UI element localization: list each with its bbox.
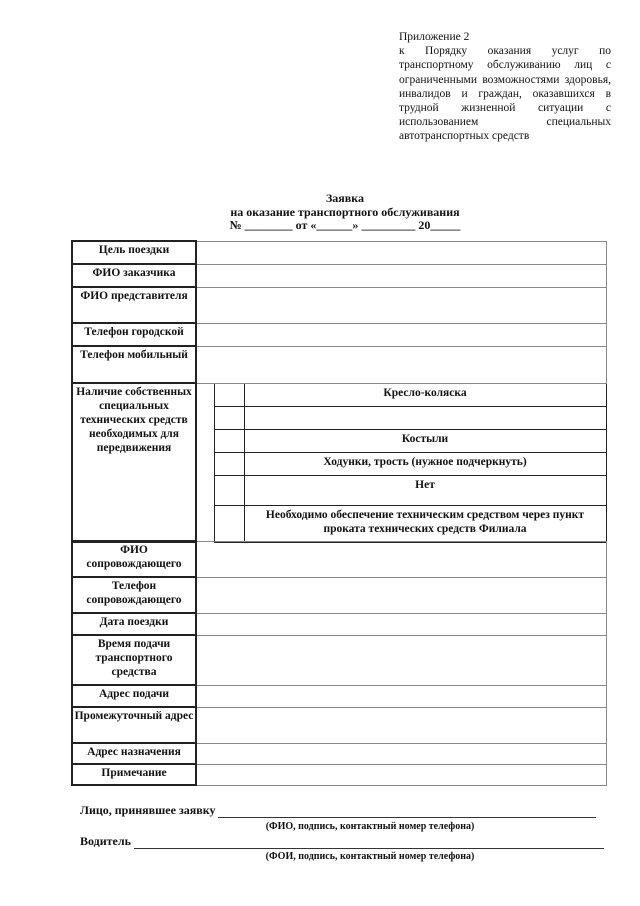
destination-address-label: Адрес назначения: [72, 743, 196, 764]
own-aids-label: Наличие собственных специальных технических средств необходимых для передвижения: [72, 383, 196, 542]
aid-crutches-label: Костыли: [244, 429, 606, 452]
aid-crutches-checkbox[interactable]: [214, 429, 244, 452]
intermediate-address-label: Промежуточный адрес: [72, 707, 196, 743]
trip-date-field[interactable]: [196, 613, 606, 635]
form-subtitle: на оказание транспортного обслуживания: [230, 204, 460, 219]
note-field[interactable]: [196, 764, 606, 785]
aid-blank-label: [244, 406, 606, 429]
destination-address-field[interactable]: [196, 743, 606, 764]
aid-blank-checkbox[interactable]: [214, 406, 244, 429]
form-number-line: № ________ от «______» _________ 20_____: [229, 218, 461, 232]
mobile-phone-field[interactable]: [196, 346, 606, 383]
escort-name-label: ФИО сопровождающего: [72, 541, 196, 577]
pickup-time-field[interactable]: [196, 635, 606, 685]
representative-name-field[interactable]: [196, 287, 606, 323]
aid-rental-checkbox[interactable]: [214, 505, 244, 542]
pickup-address-field[interactable]: [196, 685, 606, 707]
representative-name-label: ФИО представителя: [72, 287, 196, 323]
aid-wheelchair-checkbox[interactable]: [214, 383, 244, 406]
accepted-by-label: Лицо, принявшее заявку: [80, 803, 216, 817]
aid-none-label: Нет: [244, 475, 606, 505]
customer-name-field[interactable]: [196, 264, 606, 287]
pickup-time-label: Время подачи транспортного средства: [72, 635, 196, 685]
form-header: [180, 192, 510, 233]
accepted-by-signature-line[interactable]: [218, 803, 596, 818]
pickup-address-label: Адрес подачи: [72, 685, 196, 707]
appendix-body: к Порядку оказания услуг по транспортному обслуживанию лиц с ограниченными возможностями здоровья, инвалидов и граждан, оказавшихся в трудной жизненной ситуации с использованием специальных автотранспортных средств: [399, 45, 611, 143]
aid-none-checkbox[interactable]: [214, 475, 244, 505]
driver-row: [80, 834, 610, 849]
accepted-by-row: [80, 803, 610, 818]
note-label: Примечание: [72, 764, 196, 785]
aid-walker-label: Ходунки, трость (нужное подчеркнуть): [244, 452, 606, 475]
landline-phone-label: Телефон городской: [72, 323, 196, 346]
driver-label: Водитель: [80, 834, 131, 848]
aid-walker-checkbox[interactable]: [214, 452, 244, 475]
trip-purpose-label: Цель поездки: [72, 241, 196, 264]
trip-purpose-field[interactable]: [196, 241, 606, 264]
escort-name-field[interactable]: [196, 541, 606, 577]
driver-hint: (ФОИ, подпись, контактный номер телефона): [265, 851, 475, 862]
appendix-title: Приложение 2: [399, 31, 470, 43]
landline-phone-field[interactable]: [196, 323, 606, 346]
intermediate-address-field[interactable]: [196, 707, 606, 743]
accepted-by-hint: (ФИО, подпись, контактный номер телефона): [265, 821, 475, 832]
application-table-top: [71, 240, 607, 543]
escort-phone-field[interactable]: [196, 577, 606, 613]
application-table-bottom: [71, 540, 607, 786]
appendix-note: [399, 30, 611, 144]
trip-date-label: Дата поездки: [72, 613, 196, 635]
aid-wheelchair-label: Кресло-коляска: [244, 383, 606, 406]
driver-signature-line[interactable]: [134, 834, 604, 849]
aid-rental-label: Необходимо обеспечение техническим средством через пункт проката технических средств Филиала: [244, 505, 606, 542]
customer-name-label: ФИО заказчика: [72, 264, 196, 287]
form-title: Заявка: [325, 191, 365, 205]
escort-phone-label: Телефон сопровождающего: [72, 577, 196, 613]
mobile-phone-label: Телефон мобильный: [72, 346, 196, 383]
